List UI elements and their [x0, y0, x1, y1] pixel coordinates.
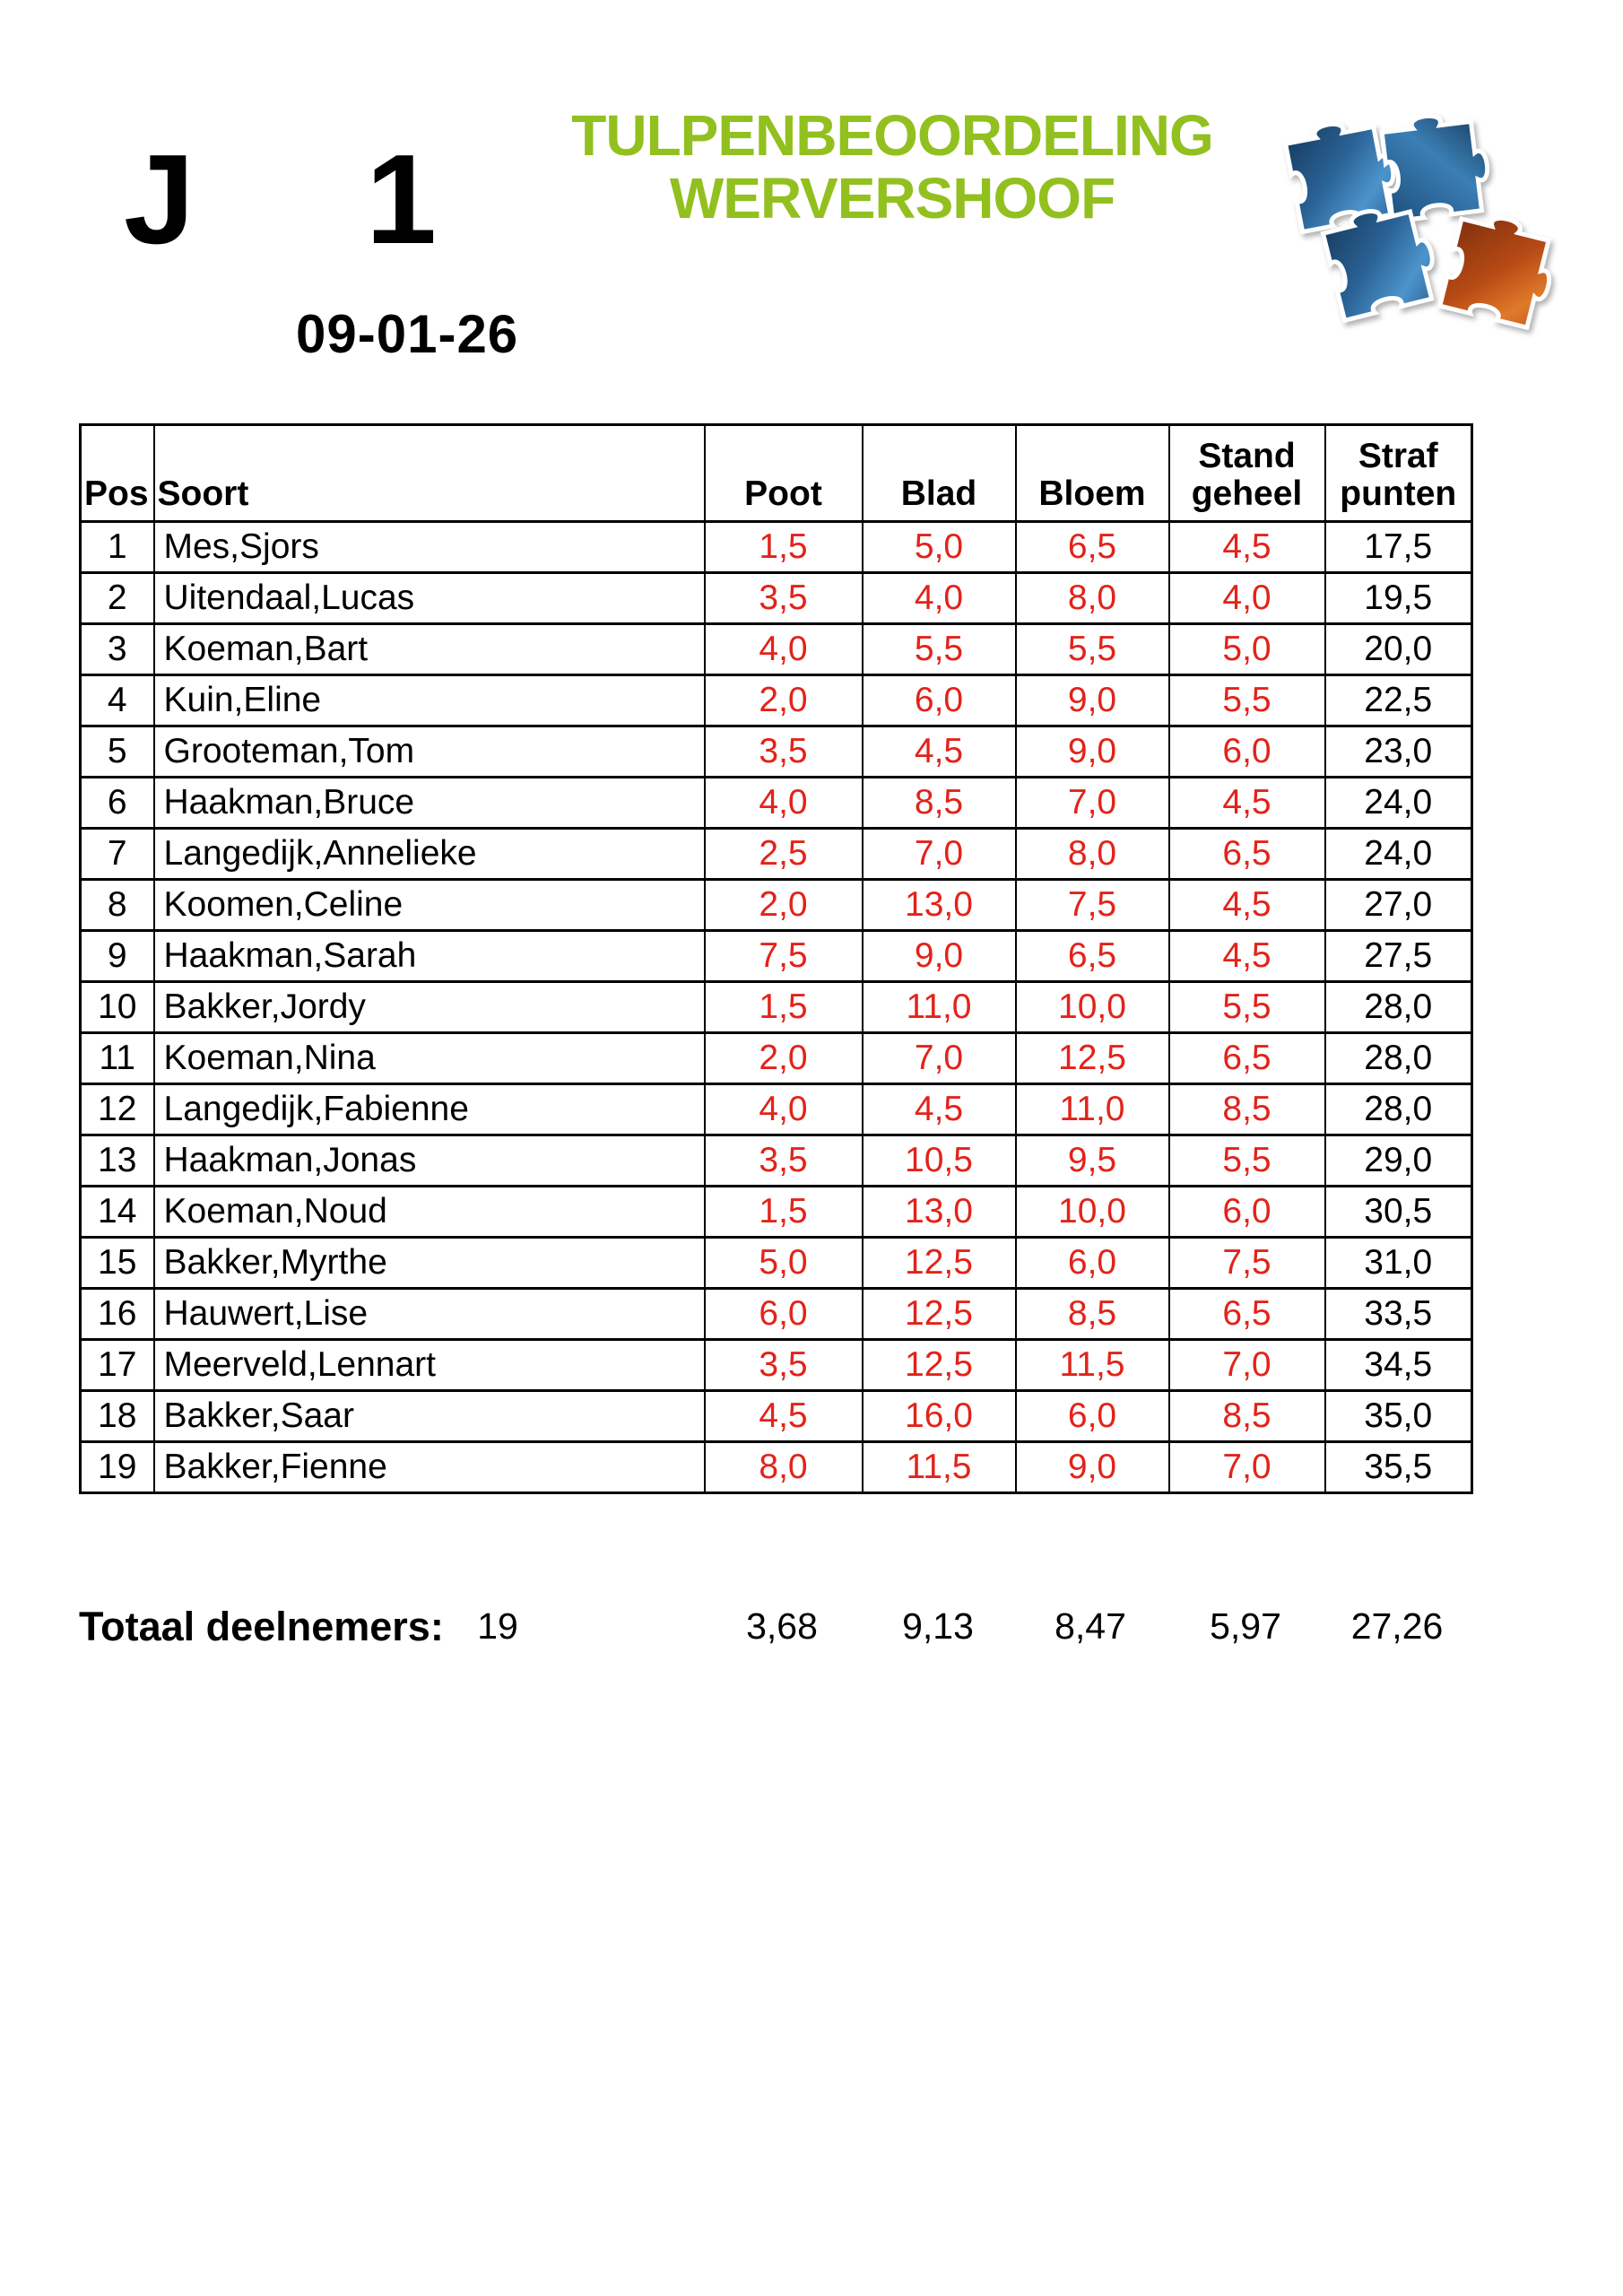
totals-straf-avg: 27,26	[1350, 1605, 1444, 1647]
cell-blad: 5,5	[863, 624, 1016, 675]
table-row	[81, 1238, 1472, 1289]
cell-stand: 7,0	[1169, 1340, 1325, 1391]
cell-stand: 5,0	[1169, 624, 1325, 675]
cell-pos: 13	[81, 1135, 154, 1187]
cell-bloem: 6,0	[1016, 1391, 1169, 1442]
cell-name: Haakman,Sarah	[154, 931, 705, 982]
cell-stand: 4,5	[1169, 778, 1325, 829]
cell-poot: 2,0	[705, 675, 863, 726]
cell-name: Hauwert,Lise	[154, 1289, 705, 1340]
cell-blad: 11,5	[863, 1442, 1016, 1493]
cell-pos: 17	[81, 1340, 154, 1391]
cell-blad: 11,0	[863, 982, 1016, 1033]
cell-blad: 6,0	[863, 675, 1016, 726]
table-row	[81, 675, 1472, 726]
cell-pos: 16	[81, 1289, 154, 1340]
cell-poot: 3,5	[705, 573, 863, 624]
cell-bloem: 11,5	[1016, 1340, 1169, 1391]
cell-stand: 5,5	[1169, 1135, 1325, 1187]
cell-name: Langedijk,Fabienne	[154, 1084, 705, 1135]
cell-name: Haakman,Bruce	[154, 778, 705, 829]
cell-name: Bakker,Fienne	[154, 1442, 705, 1493]
totals-stand-avg: 5,97	[1210, 1605, 1281, 1647]
cell-bloem: 11,0	[1016, 1084, 1169, 1135]
cell-straf: 29,0	[1325, 1135, 1472, 1187]
col-header-straf-punten: Straf punten	[1325, 425, 1472, 522]
cell-poot: 3,5	[705, 1135, 863, 1187]
cell-straf: 27,0	[1325, 880, 1472, 931]
table-row	[81, 1289, 1472, 1340]
cell-stand: 7,0	[1169, 1442, 1325, 1493]
col-header-pos: Pos	[81, 425, 154, 522]
cell-stand: 6,0	[1169, 726, 1325, 778]
cell-pos: 3	[81, 624, 154, 675]
totals-row	[0, 1604, 1623, 1657]
cell-bloem: 9,5	[1016, 1135, 1169, 1187]
cell-pos: 7	[81, 829, 154, 880]
cell-blad: 13,0	[863, 1187, 1016, 1238]
cell-poot: 3,5	[705, 726, 863, 778]
cell-name: Uitendaal,Lucas	[154, 573, 705, 624]
table-row	[81, 982, 1472, 1033]
cell-stand: 6,0	[1169, 1187, 1325, 1238]
cell-pos: 18	[81, 1391, 154, 1442]
col-header-soort: Soort	[154, 425, 705, 522]
cell-pos: 12	[81, 1084, 154, 1135]
cell-name: Koeman,Nina	[154, 1033, 705, 1084]
cell-pos: 11	[81, 1033, 154, 1084]
cell-poot: 2,5	[705, 829, 863, 880]
cell-name: Koeman,Bart	[154, 624, 705, 675]
cell-straf: 24,0	[1325, 778, 1472, 829]
cell-pos: 14	[81, 1187, 154, 1238]
results-table	[79, 423, 1473, 1494]
cell-blad: 8,5	[863, 778, 1016, 829]
col-header-poot: Poot	[705, 425, 863, 522]
cell-blad: 4,5	[863, 726, 1016, 778]
cell-name: Bakker,Saar	[154, 1391, 705, 1442]
page-title-line1: TULPENBEOORDELING	[571, 103, 1213, 168]
col-header-blad: Blad	[863, 425, 1016, 522]
cell-blad: 4,0	[863, 573, 1016, 624]
cell-name: Haakman,Jonas	[154, 1135, 705, 1187]
cell-straf: 30,5	[1325, 1187, 1472, 1238]
cell-stand: 4,0	[1169, 573, 1325, 624]
cell-stand: 4,5	[1169, 880, 1325, 931]
cell-stand: 5,5	[1169, 982, 1325, 1033]
cell-pos: 9	[81, 931, 154, 982]
table-row	[81, 829, 1472, 880]
cell-blad: 12,5	[863, 1289, 1016, 1340]
cell-poot: 2,0	[705, 1033, 863, 1084]
cell-bloem: 12,5	[1016, 1033, 1169, 1084]
cell-straf: 20,0	[1325, 624, 1472, 675]
results-table-body	[81, 522, 1472, 1493]
totals-count: 19	[477, 1605, 518, 1647]
table-row	[81, 522, 1472, 573]
table-row	[81, 1187, 1472, 1238]
table-row	[81, 778, 1472, 829]
table-row	[81, 1391, 1472, 1442]
cell-name: Mes,Sjors	[154, 522, 705, 573]
cell-poot: 1,5	[705, 1187, 863, 1238]
cell-straf: 33,5	[1325, 1289, 1472, 1340]
cell-pos: 1	[81, 522, 154, 573]
cell-poot: 5,0	[705, 1238, 863, 1289]
cell-poot: 6,0	[705, 1289, 863, 1340]
cell-bloem: 7,0	[1016, 778, 1169, 829]
cell-pos: 8	[81, 880, 154, 931]
cell-stand: 6,5	[1169, 1289, 1325, 1340]
cell-blad: 16,0	[863, 1391, 1016, 1442]
results-table-header	[81, 425, 1472, 522]
cell-bloem: 5,5	[1016, 624, 1169, 675]
totals-bloem-avg: 8,47	[1055, 1605, 1126, 1647]
cell-bloem: 8,5	[1016, 1289, 1169, 1340]
table-row	[81, 573, 1472, 624]
cell-stand: 5,5	[1169, 675, 1325, 726]
cell-bloem: 8,0	[1016, 573, 1169, 624]
cell-poot: 3,5	[705, 1340, 863, 1391]
totals-label: Totaal deelnemers:	[79, 1604, 444, 1649]
cell-poot: 7,5	[705, 931, 863, 982]
cell-bloem: 6,5	[1016, 522, 1169, 573]
cell-bloem: 9,0	[1016, 1442, 1169, 1493]
cell-bloem: 7,5	[1016, 880, 1169, 931]
cell-poot: 8,0	[705, 1442, 863, 1493]
cell-poot: 4,0	[705, 624, 863, 675]
col-header-stand-geheel: Stand geheel	[1169, 425, 1325, 522]
cell-straf: 31,0	[1325, 1238, 1472, 1289]
cell-name: Koomen,Celine	[154, 880, 705, 931]
cell-blad: 7,0	[863, 829, 1016, 880]
cell-bloem: 10,0	[1016, 1187, 1169, 1238]
cell-pos: 6	[81, 778, 154, 829]
cell-stand: 6,5	[1169, 1033, 1325, 1084]
cell-stand: 7,5	[1169, 1238, 1325, 1289]
cell-blad: 12,5	[863, 1340, 1016, 1391]
cell-name: Meerveld,Lennart	[154, 1340, 705, 1391]
cell-bloem: 6,0	[1016, 1238, 1169, 1289]
cell-straf: 19,5	[1325, 573, 1472, 624]
cell-pos: 2	[81, 573, 154, 624]
page-title	[520, 104, 1264, 230]
cell-straf: 27,5	[1325, 931, 1472, 982]
totals-poot-avg: 3,68	[746, 1605, 818, 1647]
cell-blad: 9,0	[863, 931, 1016, 982]
cell-blad: 4,5	[863, 1084, 1016, 1135]
table-row	[81, 880, 1472, 931]
cell-poot: 2,0	[705, 880, 863, 931]
cell-blad: 5,0	[863, 522, 1016, 573]
cell-name: Langedijk,Annelieke	[154, 829, 705, 880]
cell-bloem: 9,0	[1016, 726, 1169, 778]
cell-poot: 1,5	[705, 522, 863, 573]
cell-bloem: 10,0	[1016, 982, 1169, 1033]
table-row	[81, 1084, 1472, 1135]
cell-straf: 28,0	[1325, 982, 1472, 1033]
header-row	[81, 425, 1472, 522]
puzzle-pieces-logo	[1254, 83, 1584, 330]
table-row	[81, 931, 1472, 982]
page-title-line2: WERVERSHOOF	[669, 166, 1115, 231]
category-letter: J	[124, 128, 195, 271]
cell-poot: 4,0	[705, 778, 863, 829]
cell-straf: 24,0	[1325, 829, 1472, 880]
cell-straf: 28,0	[1325, 1033, 1472, 1084]
cell-bloem: 6,5	[1016, 931, 1169, 982]
cell-name: Grooteman,Tom	[154, 726, 705, 778]
cell-pos: 5	[81, 726, 154, 778]
cell-stand: 8,5	[1169, 1391, 1325, 1442]
cell-poot: 1,5	[705, 982, 863, 1033]
puzzle-icon	[1254, 83, 1584, 330]
table-row	[81, 1033, 1472, 1084]
cell-straf: 28,0	[1325, 1084, 1472, 1135]
cell-name: Koeman,Noud	[154, 1187, 705, 1238]
table-row	[81, 1340, 1472, 1391]
table-row	[81, 1135, 1472, 1187]
cell-blad: 12,5	[863, 1238, 1016, 1289]
col-header-bloem: Bloem	[1016, 425, 1169, 522]
cell-name: Kuin,Eline	[154, 675, 705, 726]
cell-blad: 10,5	[863, 1135, 1016, 1187]
cell-stand: 8,5	[1169, 1084, 1325, 1135]
date-label: 09-01-26	[296, 304, 519, 364]
cell-stand: 4,5	[1169, 522, 1325, 573]
table-row	[81, 1442, 1472, 1493]
cell-pos: 19	[81, 1442, 154, 1493]
cell-pos: 15	[81, 1238, 154, 1289]
cell-stand: 6,5	[1169, 829, 1325, 880]
cell-name: Bakker,Myrthe	[154, 1238, 705, 1289]
cell-blad: 13,0	[863, 880, 1016, 931]
cell-pos: 10	[81, 982, 154, 1033]
cell-poot: 4,0	[705, 1084, 863, 1135]
cell-straf: 35,5	[1325, 1442, 1472, 1493]
totals-blad-avg: 9,13	[902, 1605, 974, 1647]
cell-poot: 4,5	[705, 1391, 863, 1442]
cell-blad: 7,0	[863, 1033, 1016, 1084]
cell-bloem: 8,0	[1016, 829, 1169, 880]
cell-name: Bakker,Jordy	[154, 982, 705, 1033]
table-row	[81, 624, 1472, 675]
table-row	[81, 726, 1472, 778]
cell-straf: 23,0	[1325, 726, 1472, 778]
cell-straf: 17,5	[1325, 522, 1472, 573]
cell-straf: 22,5	[1325, 675, 1472, 726]
cell-pos: 4	[81, 675, 154, 726]
cell-straf: 35,0	[1325, 1391, 1472, 1442]
cell-bloem: 9,0	[1016, 675, 1169, 726]
cell-stand: 4,5	[1169, 931, 1325, 982]
cell-straf: 34,5	[1325, 1340, 1472, 1391]
category-number: 1	[366, 128, 437, 271]
